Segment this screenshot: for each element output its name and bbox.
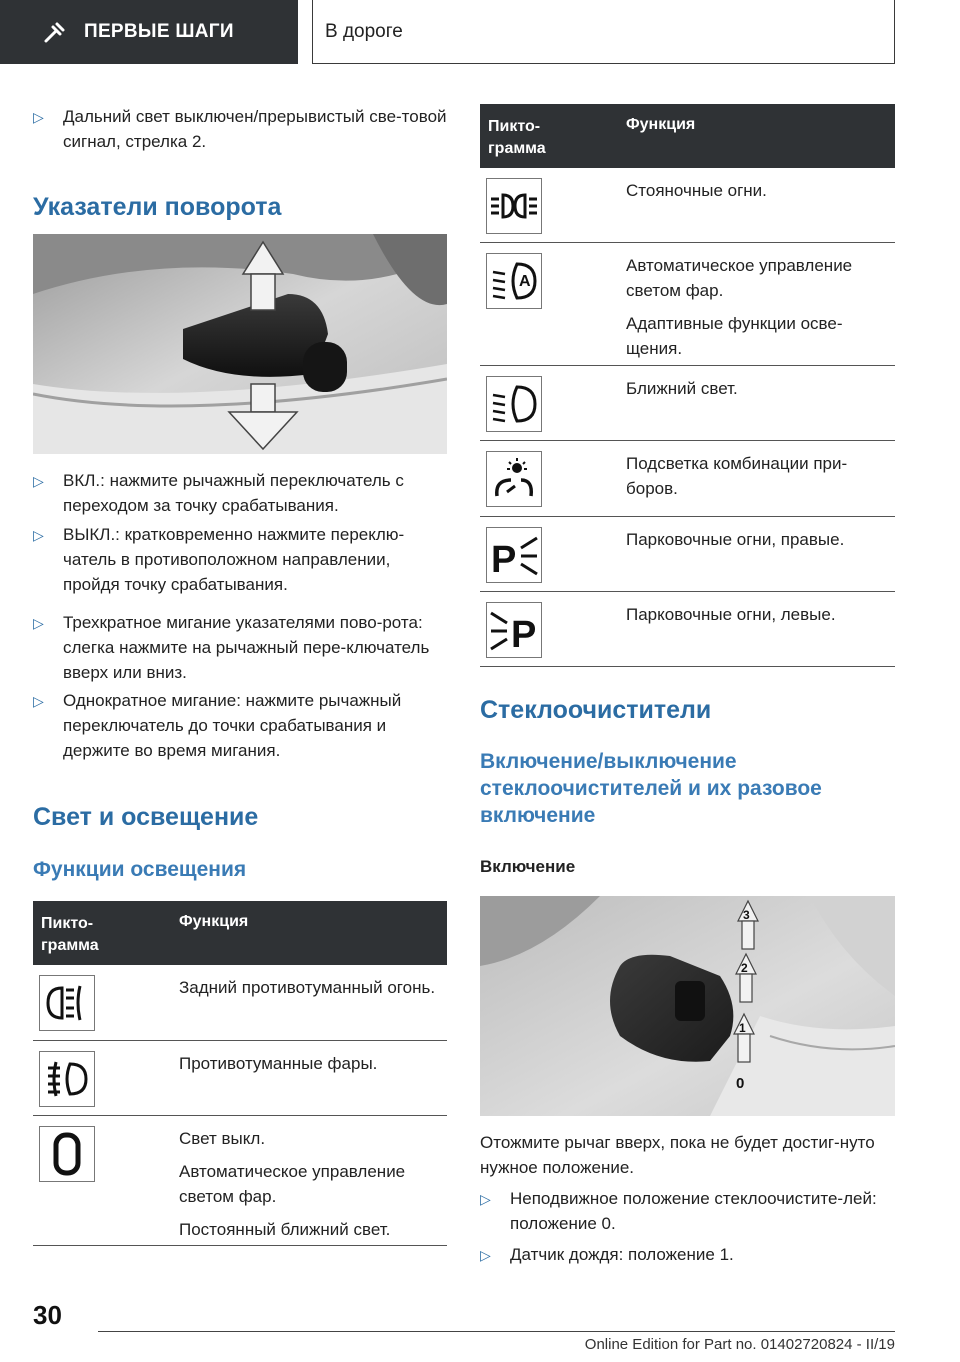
svg-text:P: P [491,539,517,581]
table-row [480,441,895,517]
turn-signal-lever-photo [33,234,447,454]
row-description: Свет выкл. Автоматическое управление светом фар. Постоянный ближний свет. [179,1129,406,1239]
row-description: Автоматическое управление светом фар. Адаптивные функции осве-щения. [626,256,853,358]
chapter-header [312,0,895,64]
wipers-heading: Стеклоочистители [480,696,712,724]
switch-on-heading: Включение [480,857,576,876]
instrument-lighting-icon [486,451,542,507]
table-header [480,104,895,168]
wipers-sub-heading: Включение/выключение стеклоочистителей и их разовое включение [480,750,822,827]
page-number: 30 [33,1300,62,1330]
bullet-triangle-icon: ▷ [33,693,44,709]
lighting-functions-heading: Функции освещения [33,858,247,881]
low-beam-icon [486,376,542,432]
auto-headlight-icon [486,253,542,309]
table-row [33,1041,447,1116]
table-row [480,366,895,441]
turn-bullet: ▷ Трехкратное мигание указателями пово-рота: слегка нажмите на рычажный пере-ключатель вверх или вниз. [33,613,430,682]
lighting-table-left [33,901,447,1246]
table-row [33,1116,447,1246]
svg-text:A: A [519,273,531,290]
svg-text:P: P [511,614,537,656]
lights-off-zero-icon [39,1126,95,1182]
bullet-triangle-icon: ▷ [33,109,44,125]
section-tab[interactable] [0,0,298,64]
col-function: Функция [626,116,696,133]
row-description: Ближний свет. [626,379,738,398]
table-header [33,901,447,965]
turn-bullet: ▷ ВЫКЛ.: кратковременно нажмите переклю-чатель в противоположном направлении, пройдя точку срабатывания. [33,525,405,594]
wiper-position-label: 0 [736,1075,745,1092]
bullet-triangle-icon: ▷ [480,1191,491,1207]
bullet-triangle-icon: ▷ [33,527,44,543]
switch-on-text: Отожмите рычаг вверх, пока не будет достиг-нуто нужное положение. [480,1133,875,1177]
bullet-triangle-icon: ▷ [33,615,44,631]
table-row [480,592,895,667]
footer-divider [98,1331,895,1332]
chapter-title: В дороге [325,20,403,42]
parking-light-left-icon [486,602,542,658]
table-row [480,243,895,366]
parking-light-right-icon [486,527,542,583]
wiper-lever-photo [480,896,895,1116]
bullet-triangle-icon: ▷ [33,473,44,489]
section-tab-label: ПЕРВЫЕ ШАГИ [84,21,234,42]
footer-edition: Online Edition for Part no. 01402720824 - II/19 [584,1336,895,1353]
table-row [480,517,895,592]
row-description: Парковочные огни, правые. [626,530,845,549]
table-row [33,965,447,1041]
wiper-position-label: 1 [739,1021,746,1035]
wiper-bullet: ▷ Датчик дождя: положение 1. [480,1242,895,1267]
wiper-position-label: 2 [741,961,748,975]
table-row [480,168,895,243]
bullet-triangle-icon: ▷ [480,1247,491,1263]
row-description: Парковочные огни, левые. [626,605,836,624]
turn-signals-heading: Указатели поворота [33,193,282,221]
col-pictogram: Пикто-грамма [41,915,99,954]
turn-bullet: ▷ ВКЛ.: нажмите рычажный переключатель с переходом за точку срабатывания. [33,471,404,515]
lighting-heading: Свет и освещение [33,803,259,831]
wiper-bullet: ▷ Неподвижное положение стеклоочистите-лей: положение 0. [480,1189,877,1233]
row-description: Стояночные огни. [626,181,767,200]
turn-bullet: ▷ Однократное мигание: нажмите рычажный переключатель до точки срабатывания и держите во время мигания. [33,691,402,760]
row-description: Подсветка комбинации при-боров. [626,454,848,498]
parking-lights-icon [486,178,542,234]
wiper-position-label: 3 [743,908,750,922]
front-fog-lights-icon [39,1051,95,1107]
col-function: Функция [179,913,249,930]
car-key-icon [42,19,68,45]
row-description: Противотуманные фары. [179,1054,378,1073]
col-pictogram: Пикто-грамма [488,118,546,157]
row-description: Задний противотуманный огонь. [179,978,436,997]
lighting-table-right [480,104,895,667]
rear-fog-light-icon [39,975,95,1031]
intro-bullet: ▷ Дальний свет выключен/прерывистый све-товой сигнал, стрелка 2. [33,107,447,151]
